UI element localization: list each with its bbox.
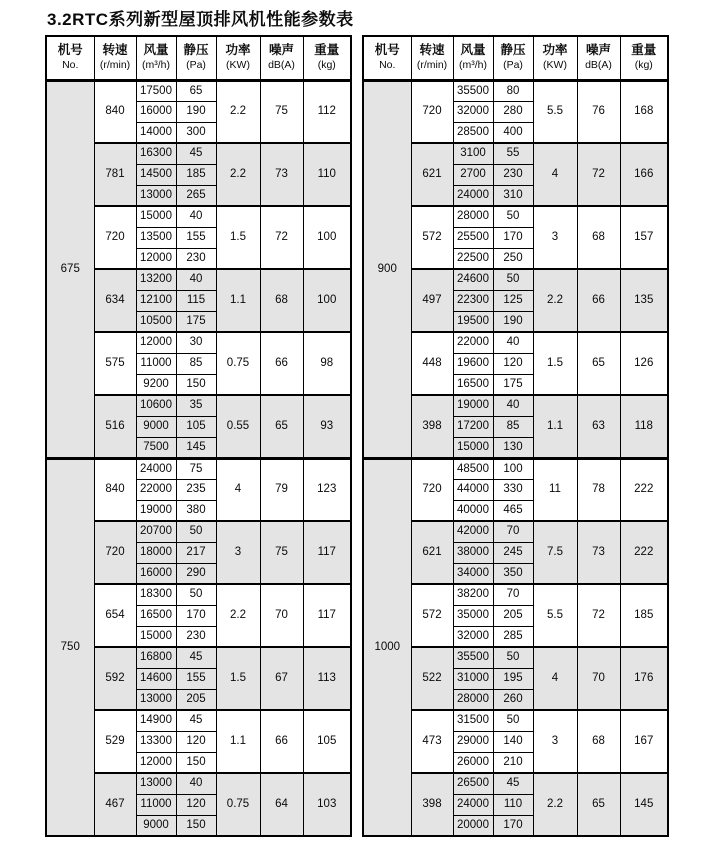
weight-cell: 105 (303, 710, 351, 773)
pressure-cell: 70 (493, 584, 533, 605)
pressure-cell: 50 (176, 584, 216, 605)
airflow-cell: 17200 (453, 416, 493, 437)
pressure-cell: 155 (176, 668, 216, 689)
pressure-cell: 40 (176, 773, 216, 794)
airflow-cell: 16000 (136, 563, 176, 584)
pressure-cell: 80 (493, 80, 533, 101)
column-header-model (46, 36, 94, 80)
weight-cell: 222 (620, 458, 668, 521)
speed-cell: 621 (411, 521, 453, 584)
airflow-cell: 40000 (453, 500, 493, 521)
weight-cell: 100 (303, 206, 351, 269)
column-header-label-power: 功率 (225, 43, 251, 58)
column-header-label-weight: 重量 (314, 43, 340, 58)
column-header-label-model: 机号 (57, 43, 83, 58)
column-header-airflow (136, 36, 176, 80)
airflow-cell: 13300 (136, 731, 176, 752)
airflow-cell: 13200 (136, 269, 176, 290)
power-cell: 5.5 (533, 584, 577, 647)
power-cell: 4 (533, 647, 577, 710)
speed-cell: 473 (411, 710, 453, 773)
airflow-cell: 14900 (136, 710, 176, 731)
weight-cell: 185 (620, 584, 668, 647)
noise-cell: 78 (577, 458, 620, 521)
column-header-label-speed: 转速 (102, 43, 128, 58)
column-header-speed (94, 36, 136, 80)
airflow-cell: 28500 (453, 122, 493, 143)
pressure-cell: 75 (176, 458, 216, 479)
column-header-label-power: 功率 (542, 43, 568, 58)
pressure-cell: 210 (493, 752, 533, 773)
airflow-cell: 19000 (453, 395, 493, 416)
pressure-cell: 40 (176, 269, 216, 290)
airflow-cell: 42000 (453, 521, 493, 542)
airflow-cell: 12000 (136, 332, 176, 353)
column-header-label-speed: 转速 (419, 43, 445, 58)
noise-cell: 64 (260, 773, 303, 836)
airflow-cell: 19000 (136, 500, 176, 521)
weight-cell: 93 (303, 395, 351, 458)
airflow-cell: 20000 (453, 815, 493, 836)
table-row (363, 80, 668, 101)
airflow-cell: 24000 (453, 185, 493, 206)
speed-cell: 592 (94, 647, 136, 710)
model-cell: 675 (46, 80, 94, 458)
column-header-noise (577, 36, 620, 80)
airflow-cell: 11000 (136, 794, 176, 815)
power-cell: 2.2 (216, 80, 260, 143)
noise-cell: 76 (577, 80, 620, 143)
column-header-unit-pressure: (Pa) (503, 58, 523, 71)
airflow-cell: 22000 (136, 479, 176, 500)
noise-cell: 79 (260, 458, 303, 521)
airflow-cell: 38200 (453, 584, 493, 605)
speed-cell: 398 (411, 395, 453, 458)
pressure-cell: 195 (493, 668, 533, 689)
airflow-cell: 15000 (453, 437, 493, 458)
weight-cell: 166 (620, 143, 668, 206)
pressure-cell: 230 (176, 626, 216, 647)
pressure-cell: 465 (493, 500, 533, 521)
speed-cell: 840 (94, 80, 136, 143)
airflow-cell: 19500 (453, 311, 493, 332)
pressure-cell: 285 (493, 626, 533, 647)
speed-cell: 522 (411, 647, 453, 710)
column-header-pressure (493, 36, 533, 80)
weight-cell: 222 (620, 521, 668, 584)
airflow-cell: 28000 (453, 206, 493, 227)
noise-cell: 70 (260, 584, 303, 647)
airflow-cell: 22500 (453, 248, 493, 269)
pressure-cell: 235 (176, 479, 216, 500)
airflow-cell: 11000 (136, 353, 176, 374)
model-cell: 750 (46, 458, 94, 836)
noise-cell: 72 (577, 584, 620, 647)
pressure-cell: 120 (176, 794, 216, 815)
power-cell: 3 (533, 206, 577, 269)
table-row (46, 80, 351, 101)
power-cell: 11 (533, 458, 577, 521)
power-cell: 5.5 (533, 80, 577, 143)
pressure-cell: 45 (176, 710, 216, 731)
pressure-cell: 130 (493, 437, 533, 458)
airflow-cell: 17500 (136, 80, 176, 101)
pressure-cell: 265 (176, 185, 216, 206)
airflow-cell: 14600 (136, 668, 176, 689)
noise-cell: 73 (260, 143, 303, 206)
table-row (363, 458, 668, 479)
airflow-cell: 13000 (136, 773, 176, 794)
column-header-unit-airflow: (m³/h) (142, 58, 170, 71)
pressure-cell: 350 (493, 563, 533, 584)
column-header-unit-speed: (r/min) (99, 58, 131, 71)
pressure-cell: 217 (176, 542, 216, 563)
column-header-unit-airflow: (m³/h) (459, 58, 487, 71)
power-cell: 0.75 (216, 332, 260, 395)
weight-cell: 103 (303, 773, 351, 836)
airflow-cell: 24600 (453, 269, 493, 290)
airflow-cell: 18000 (136, 542, 176, 563)
pressure-cell: 40 (176, 206, 216, 227)
pressure-cell: 170 (176, 605, 216, 626)
pressure-cell: 120 (493, 353, 533, 374)
airflow-cell: 12100 (136, 290, 176, 311)
noise-cell: 66 (260, 332, 303, 395)
noise-cell: 68 (260, 269, 303, 332)
airflow-cell: 9000 (136, 416, 176, 437)
pressure-cell: 30 (176, 332, 216, 353)
pressure-cell: 205 (176, 689, 216, 710)
power-cell: 4 (216, 458, 260, 521)
weight-cell: 98 (303, 332, 351, 395)
pressure-cell: 50 (493, 269, 533, 290)
airflow-cell: 7500 (136, 437, 176, 458)
weight-cell: 126 (620, 332, 668, 395)
noise-cell: 72 (260, 206, 303, 269)
power-cell: 0.55 (216, 395, 260, 458)
weight-cell: 145 (620, 773, 668, 836)
weight-cell: 112 (303, 80, 351, 143)
column-header-weight (620, 36, 668, 80)
noise-cell: 65 (577, 773, 620, 836)
speed-cell: 720 (411, 458, 453, 521)
header-row (46, 36, 351, 80)
weight-cell: 100 (303, 269, 351, 332)
airflow-cell: 9000 (136, 815, 176, 836)
column-header-label-noise: 噪声 (585, 43, 611, 58)
speed-cell: 497 (411, 269, 453, 332)
airflow-cell: 2700 (453, 164, 493, 185)
column-header-power (216, 36, 260, 80)
power-cell: 1.1 (216, 269, 260, 332)
speed-cell: 720 (94, 521, 136, 584)
pressure-cell: 50 (493, 710, 533, 731)
pressure-cell: 125 (493, 290, 533, 311)
airflow-cell: 18300 (136, 584, 176, 605)
pressure-cell: 45 (176, 647, 216, 668)
column-header-label-weight: 重量 (631, 43, 657, 58)
speed-cell: 398 (411, 773, 453, 836)
speed-cell: 720 (411, 80, 453, 143)
noise-cell: 68 (577, 206, 620, 269)
column-header-unit-power: (KW) (226, 58, 250, 71)
noise-cell: 72 (577, 143, 620, 206)
pressure-cell: 40 (493, 395, 533, 416)
weight-cell: 110 (303, 143, 351, 206)
pressure-cell: 330 (493, 479, 533, 500)
speed-cell: 621 (411, 143, 453, 206)
pressure-cell: 230 (176, 248, 216, 269)
power-cell: 2.2 (533, 269, 577, 332)
airflow-cell: 31000 (453, 668, 493, 689)
column-header-label-pressure: 静压 (500, 43, 526, 58)
airflow-cell: 10500 (136, 311, 176, 332)
pressure-cell: 290 (176, 563, 216, 584)
pressure-cell: 300 (176, 122, 216, 143)
pressure-cell: 140 (493, 731, 533, 752)
airflow-cell: 34000 (453, 563, 493, 584)
speed-cell: 529 (94, 710, 136, 773)
pressure-cell: 150 (176, 815, 216, 836)
pressure-cell: 145 (176, 437, 216, 458)
column-header-unit-speed: (r/min) (416, 58, 448, 71)
pressure-cell: 190 (493, 311, 533, 332)
pressure-cell: 245 (493, 542, 533, 563)
pressure-cell: 50 (493, 206, 533, 227)
pressure-cell: 35 (176, 395, 216, 416)
noise-cell: 68 (577, 710, 620, 773)
weight-cell: 167 (620, 710, 668, 773)
column-header-label-model: 机号 (374, 43, 400, 58)
pressure-cell: 155 (176, 227, 216, 248)
airflow-cell: 19600 (453, 353, 493, 374)
airflow-cell: 26500 (453, 773, 493, 794)
noise-cell: 63 (577, 395, 620, 458)
pressure-cell: 85 (493, 416, 533, 437)
column-header-unit-noise: dB(A) (585, 58, 612, 71)
column-header-unit-weight: (kg) (317, 58, 336, 71)
airflow-cell: 14000 (136, 122, 176, 143)
airflow-cell: 44000 (453, 479, 493, 500)
pressure-cell: 175 (493, 374, 533, 395)
power-cell: 2.2 (216, 143, 260, 206)
airflow-cell: 16000 (136, 101, 176, 122)
airflow-cell: 15000 (136, 206, 176, 227)
noise-cell: 70 (577, 647, 620, 710)
pressure-cell: 70 (493, 521, 533, 542)
airflow-cell: 48500 (453, 458, 493, 479)
pressure-cell: 190 (176, 101, 216, 122)
pressure-cell: 65 (176, 80, 216, 101)
column-header-airflow (453, 36, 493, 80)
airflow-cell: 24000 (136, 458, 176, 479)
airflow-cell: 15000 (136, 626, 176, 647)
pressure-cell: 115 (176, 290, 216, 311)
column-header-speed (411, 36, 453, 80)
pressure-cell: 185 (176, 164, 216, 185)
speed-cell: 840 (94, 458, 136, 521)
pressure-cell: 310 (493, 185, 533, 206)
pressure-cell: 280 (493, 101, 533, 122)
airflow-cell: 13000 (136, 185, 176, 206)
weight-cell: 176 (620, 647, 668, 710)
airflow-cell: 32000 (453, 626, 493, 647)
pressure-cell: 400 (493, 122, 533, 143)
speed-cell: 572 (411, 584, 453, 647)
speed-cell: 467 (94, 773, 136, 836)
pressure-cell: 100 (493, 458, 533, 479)
column-header-unit-power: (KW) (543, 58, 567, 71)
power-cell: 1.5 (216, 647, 260, 710)
power-cell: 1.1 (533, 395, 577, 458)
weight-cell: 168 (620, 80, 668, 143)
airflow-cell: 35000 (453, 605, 493, 626)
pressure-cell: 260 (493, 689, 533, 710)
airflow-cell: 12000 (136, 248, 176, 269)
column-header-label-pressure: 静压 (183, 43, 209, 58)
weight-cell: 123 (303, 458, 351, 521)
model-cell: 1000 (363, 458, 411, 836)
airflow-cell: 13500 (136, 227, 176, 248)
power-cell: 3 (216, 521, 260, 584)
column-header-pressure (176, 36, 216, 80)
airflow-cell: 10600 (136, 395, 176, 416)
column-header-noise (260, 36, 303, 80)
airflow-cell: 22300 (453, 290, 493, 311)
header-row (363, 36, 668, 80)
noise-cell: 73 (577, 521, 620, 584)
noise-cell: 75 (260, 521, 303, 584)
pressure-cell: 45 (493, 773, 533, 794)
airflow-cell: 26000 (453, 752, 493, 773)
model-cell: 900 (363, 80, 411, 458)
speed-cell: 634 (94, 269, 136, 332)
power-cell: 4 (533, 143, 577, 206)
pressure-cell: 170 (493, 227, 533, 248)
pressure-cell: 45 (176, 143, 216, 164)
column-header-unit-model: No. (379, 58, 396, 71)
noise-cell: 66 (577, 269, 620, 332)
pressure-cell: 205 (493, 605, 533, 626)
weight-cell: 118 (620, 395, 668, 458)
column-header-label-airflow: 风量 (143, 43, 169, 58)
airflow-cell: 24000 (453, 794, 493, 815)
page-title: 3.2RTC系列新型屋顶排风机性能参数表 (47, 10, 354, 29)
power-cell: 3 (533, 710, 577, 773)
speed-cell: 720 (94, 206, 136, 269)
performance-table-right (362, 35, 669, 837)
column-header-unit-model: No. (62, 58, 79, 71)
airflow-cell: 12000 (136, 752, 176, 773)
airflow-cell: 35500 (453, 647, 493, 668)
airflow-cell: 16300 (136, 143, 176, 164)
power-cell: 1.5 (533, 332, 577, 395)
pressure-cell: 50 (176, 521, 216, 542)
noise-cell: 75 (260, 80, 303, 143)
pressure-cell: 150 (176, 752, 216, 773)
weight-cell: 135 (620, 269, 668, 332)
airflow-cell: 13000 (136, 689, 176, 710)
pressure-cell: 55 (493, 143, 533, 164)
airflow-cell: 31500 (453, 710, 493, 731)
airflow-cell: 32000 (453, 101, 493, 122)
column-header-label-airflow: 风量 (460, 43, 486, 58)
airflow-cell: 35500 (453, 80, 493, 101)
column-header-power (533, 36, 577, 80)
pressure-cell: 230 (493, 164, 533, 185)
performance-table-left (45, 35, 352, 837)
pressure-cell: 150 (176, 374, 216, 395)
speed-cell: 781 (94, 143, 136, 206)
column-header-weight (303, 36, 351, 80)
pressure-cell: 110 (493, 794, 533, 815)
airflow-cell: 38000 (453, 542, 493, 563)
table-row (46, 458, 351, 479)
power-cell: 1.1 (216, 710, 260, 773)
pressure-cell: 250 (493, 248, 533, 269)
airflow-cell: 29000 (453, 731, 493, 752)
speed-cell: 654 (94, 584, 136, 647)
pressure-cell: 40 (493, 332, 533, 353)
weight-cell: 157 (620, 206, 668, 269)
noise-cell: 65 (577, 332, 620, 395)
weight-cell: 117 (303, 521, 351, 584)
column-header-unit-weight: (kg) (634, 58, 653, 71)
pressure-cell: 380 (176, 500, 216, 521)
speed-cell: 575 (94, 332, 136, 395)
noise-cell: 65 (260, 395, 303, 458)
speed-cell: 448 (411, 332, 453, 395)
airflow-cell: 14500 (136, 164, 176, 185)
airflow-cell: 16500 (453, 374, 493, 395)
airflow-cell: 3100 (453, 143, 493, 164)
weight-cell: 113 (303, 647, 351, 710)
speed-cell: 572 (411, 206, 453, 269)
noise-cell: 66 (260, 710, 303, 773)
weight-cell: 117 (303, 584, 351, 647)
noise-cell: 67 (260, 647, 303, 710)
pressure-cell: 50 (493, 647, 533, 668)
pressure-cell: 105 (176, 416, 216, 437)
airflow-cell: 16800 (136, 647, 176, 668)
pressure-cell: 170 (493, 815, 533, 836)
column-header-model (363, 36, 411, 80)
pressure-cell: 120 (176, 731, 216, 752)
power-cell: 7.5 (533, 521, 577, 584)
power-cell: 2.2 (216, 584, 260, 647)
airflow-cell: 28000 (453, 689, 493, 710)
speed-cell: 516 (94, 395, 136, 458)
airflow-cell: 20700 (136, 521, 176, 542)
column-header-unit-pressure: (Pa) (186, 58, 206, 71)
airflow-cell: 22000 (453, 332, 493, 353)
pressure-cell: 175 (176, 311, 216, 332)
power-cell: 0.75 (216, 773, 260, 836)
airflow-cell: 9200 (136, 374, 176, 395)
column-header-label-noise: 噪声 (268, 43, 294, 58)
power-cell: 2.2 (533, 773, 577, 836)
column-header-unit-noise: dB(A) (268, 58, 295, 71)
power-cell: 1.5 (216, 206, 260, 269)
airflow-cell: 16500 (136, 605, 176, 626)
airflow-cell: 25500 (453, 227, 493, 248)
pressure-cell: 85 (176, 353, 216, 374)
